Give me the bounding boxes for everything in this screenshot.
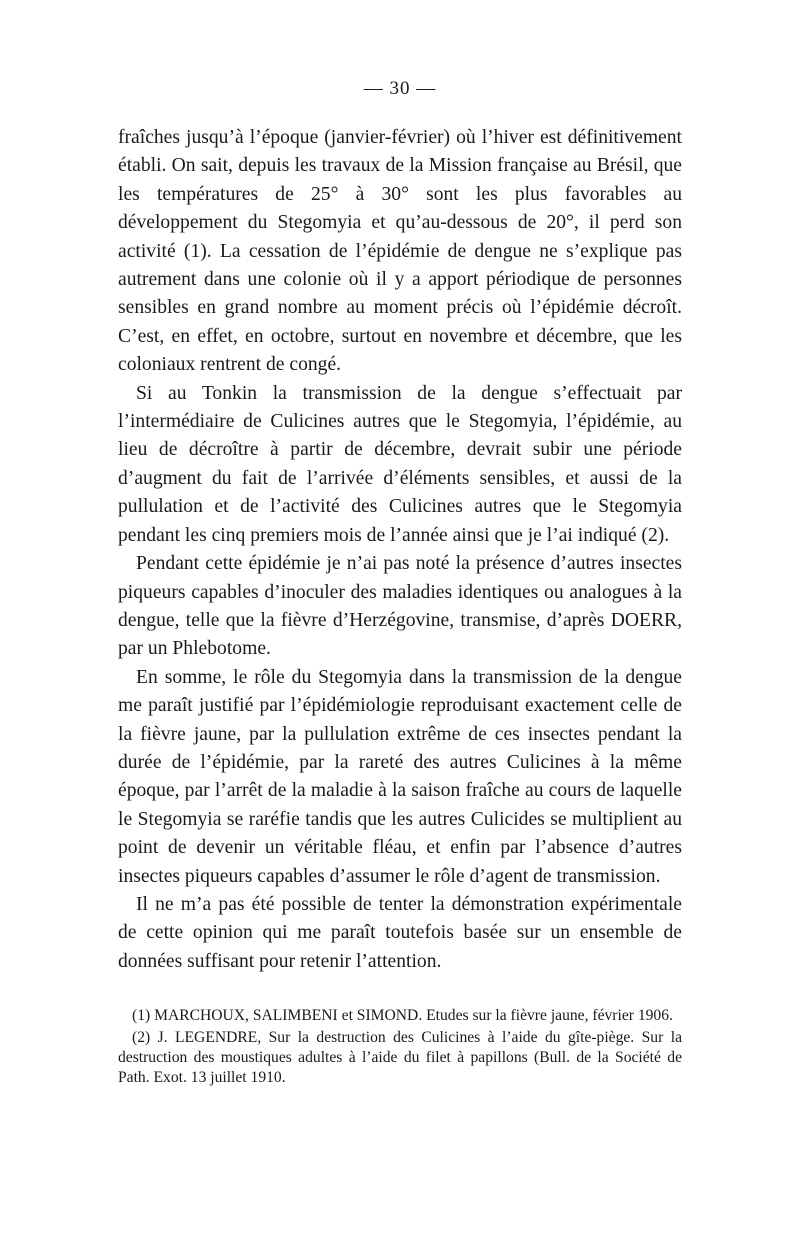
footnote: (2) J. LEGENDRE, Sur la destruction des Culicines à l’aide du gîte-piège. Sur la destruction des moustiques adultes à l’aide du filet à papillons (Bull. de la Société de Path. Exot. 13 juillet 1910. <box>118 1029 682 1087</box>
paragraph: Si au Tonkin la transmission de la dengue s’effectuait par l’intermédiaire de Culicines autres que le Stegomyia, l’épidémie, au lieu de décroître à partir de décembre, devrait subir une période d’augment du fait de l’arrivée d’éléments sensibles, et aussi de la pullulation et de l’activité des Culicines autres que le Stegomyia pendant les cinq premiers mois de l’année ainsi que je l’ai indiqué (2). <box>118 382 682 546</box>
footnotes <box>118 1006 682 1088</box>
book-page <box>118 78 682 1090</box>
body-text <box>118 124 682 976</box>
paragraph: Il ne m’a pas été possible de tenter la démonstration expérimentale de cette opinion qui me paraît toutefois basée sur un ensemble de données suffisant pour retenir l’attention. <box>118 893 682 972</box>
paragraph: En somme, le rôle du Stegomyia dans la transmission de la dengue me paraît justifié par l’épidémiologie reproduisant exactement celle de la fièvre jaune, par la pullulation extrême de ces insectes pendant la durée de l’épidémie, par la rareté des autres Culicines à la même époque, par l’arrêt de la maladie à la saison fraîche au cours de laquelle le Stegomyia se raréfie tandis que les autres Culicides se multiplient au point de devenir un véritable fléau, et enfin par l’absence d’autres insectes piqueurs capables d’assumer le rôle d’agent de transmission. <box>118 666 682 887</box>
paragraph: Pendant cette épidémie je n’ai pas noté la présence d’autres insectes piqueurs capables d’inoculer des maladies identiques ou analogues à la dengue, telle que la fièvre d’Herzégovine, transmise, d’après DOERR, par un Phlebotome. <box>118 553 682 660</box>
page-number: — 30 — <box>363 78 437 99</box>
paragraph: fraîches jusqu’à l’époque (janvier-février) où l’hiver est définitivement établi. On sait, depuis les travaux de la Mission française au Brésil, que les températures de 25° à 30° sont les plus favorables au développement du Stegomyia et qu’au-dessous de 20°, il perd son activité (1). La cessation de l’épidémie de dengue ne s’explique pas autrement dans une colonie où il y a apport périodique de personnes sensibles en grand nombre au moment précis où l’épidémie décroît. C’est, en effet, en octobre, surtout en novembre et décembre, que les coloniaux rentrent de congé. <box>118 127 682 376</box>
footnote: (1) MARCHOUX, SALIMBENI et SIMOND. Etudes sur la fièvre jaune, février 1906. <box>132 1007 673 1025</box>
